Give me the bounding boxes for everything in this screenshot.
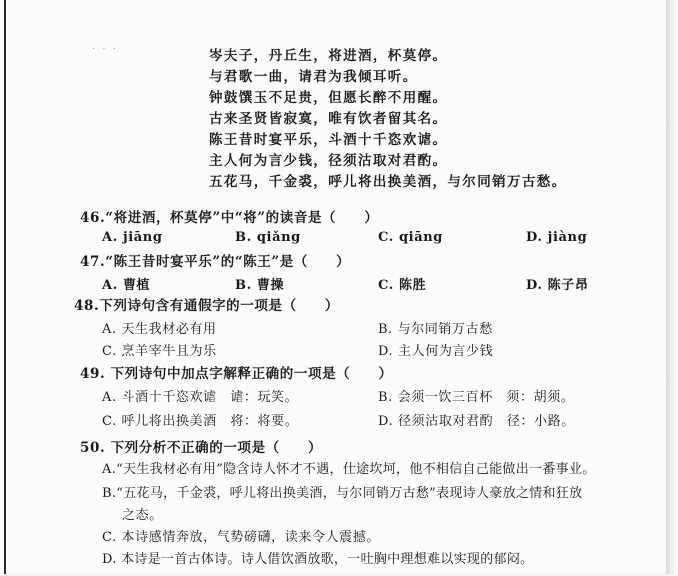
poem-line: 主人何为言少钱，径须沽取对君酌。	[209, 153, 448, 169]
poem-line: 岑夫子，丹丘生，将进酒，杯莫停。	[209, 48, 448, 64]
q46-option-b: B. qiǎng	[235, 230, 301, 245]
q50-option-c: C. 本诗感情奔放，气势磅礴，读来令人震撼。	[102, 530, 380, 545]
q50-option-a: A.“天生我材必有用”隐含诗人怀才不遇，仕途坎坷，他不相信自己能做出一番事业。	[102, 462, 596, 477]
q48-option-b: B. 与尔同销万古愁	[378, 322, 493, 337]
q49-option-a: A. 斗酒十千恣欢谑 谑：玩笑。	[102, 390, 299, 405]
q48-option-a: A. 天生我材必有用	[102, 322, 217, 337]
q50-option-b: B.“五花马，千金裘，呼儿将出换美酒，与尔同销万古愁”表现诗人豪放之情和狂放	[102, 486, 583, 501]
poem-line: 古来圣贤皆寂寞，唯有饮者留其名。	[209, 111, 448, 127]
question-46-stem: 46.“将进酒，杯莫停”中“将”的读音是（ ）	[80, 210, 379, 226]
q50-option-d: D. 本诗是一首古体诗。诗人借饮酒放歌，一吐胸中理想难以实现的郁闷。	[102, 552, 534, 567]
q46-option-a: A. jiāng	[102, 230, 163, 245]
poem-line: 与君歌一曲，请君为我倾耳听。	[209, 69, 418, 85]
q47-option-a: A. 曹植	[102, 278, 151, 293]
q47-option-d: D. 陈子昂	[526, 278, 589, 293]
q47-option-b: B. 曹操	[235, 278, 285, 293]
poem-line: 陈王昔时宴平乐，斗酒十千恣欢谑。	[209, 132, 448, 148]
poem-line: 钟鼓馔玉不足贵，但愿长醉不用醒。	[209, 90, 448, 106]
q47-option-c: C. 陈胜	[378, 278, 427, 293]
q49-option-b: B. 会须一饮三百杯 须：胡须。	[378, 390, 575, 405]
q49-option-c: C. 呼儿将出换美酒 将：将要。	[102, 414, 299, 429]
poem-line: 五花马，千金裘，呼儿将出换美酒，与尔同销万古愁。	[209, 174, 567, 190]
scan-edge	[666, 0, 678, 576]
q50-option-b-continued: 之态。	[122, 508, 163, 523]
question-50-stem: 50. 下列分析不正确的一项是（ ）	[80, 440, 323, 456]
margin-scribble: · · ·	[92, 44, 118, 55]
q46-option-d: D. jiàng	[526, 230, 588, 245]
poem-passage	[209, 46, 567, 193]
question-49-stem: 49. 下列诗句中加点字解释正确的一项是（ ）	[80, 366, 393, 382]
q48-option-d: D. 主人何为言少钱	[378, 344, 494, 359]
q48-option-c: C. 烹羊宰牛且为乐	[102, 344, 217, 359]
q49-option-d: D. 径须沽取对君酌 径：小路。	[378, 414, 575, 429]
question-48-stem: 48.下列诗句含有通假字的一项是（ ）	[74, 298, 339, 314]
question-47-stem: 47.“陈王昔时宴平乐”的“陈王”是（ ）	[80, 254, 351, 270]
q46-option-c: C. qiāng	[378, 230, 443, 245]
